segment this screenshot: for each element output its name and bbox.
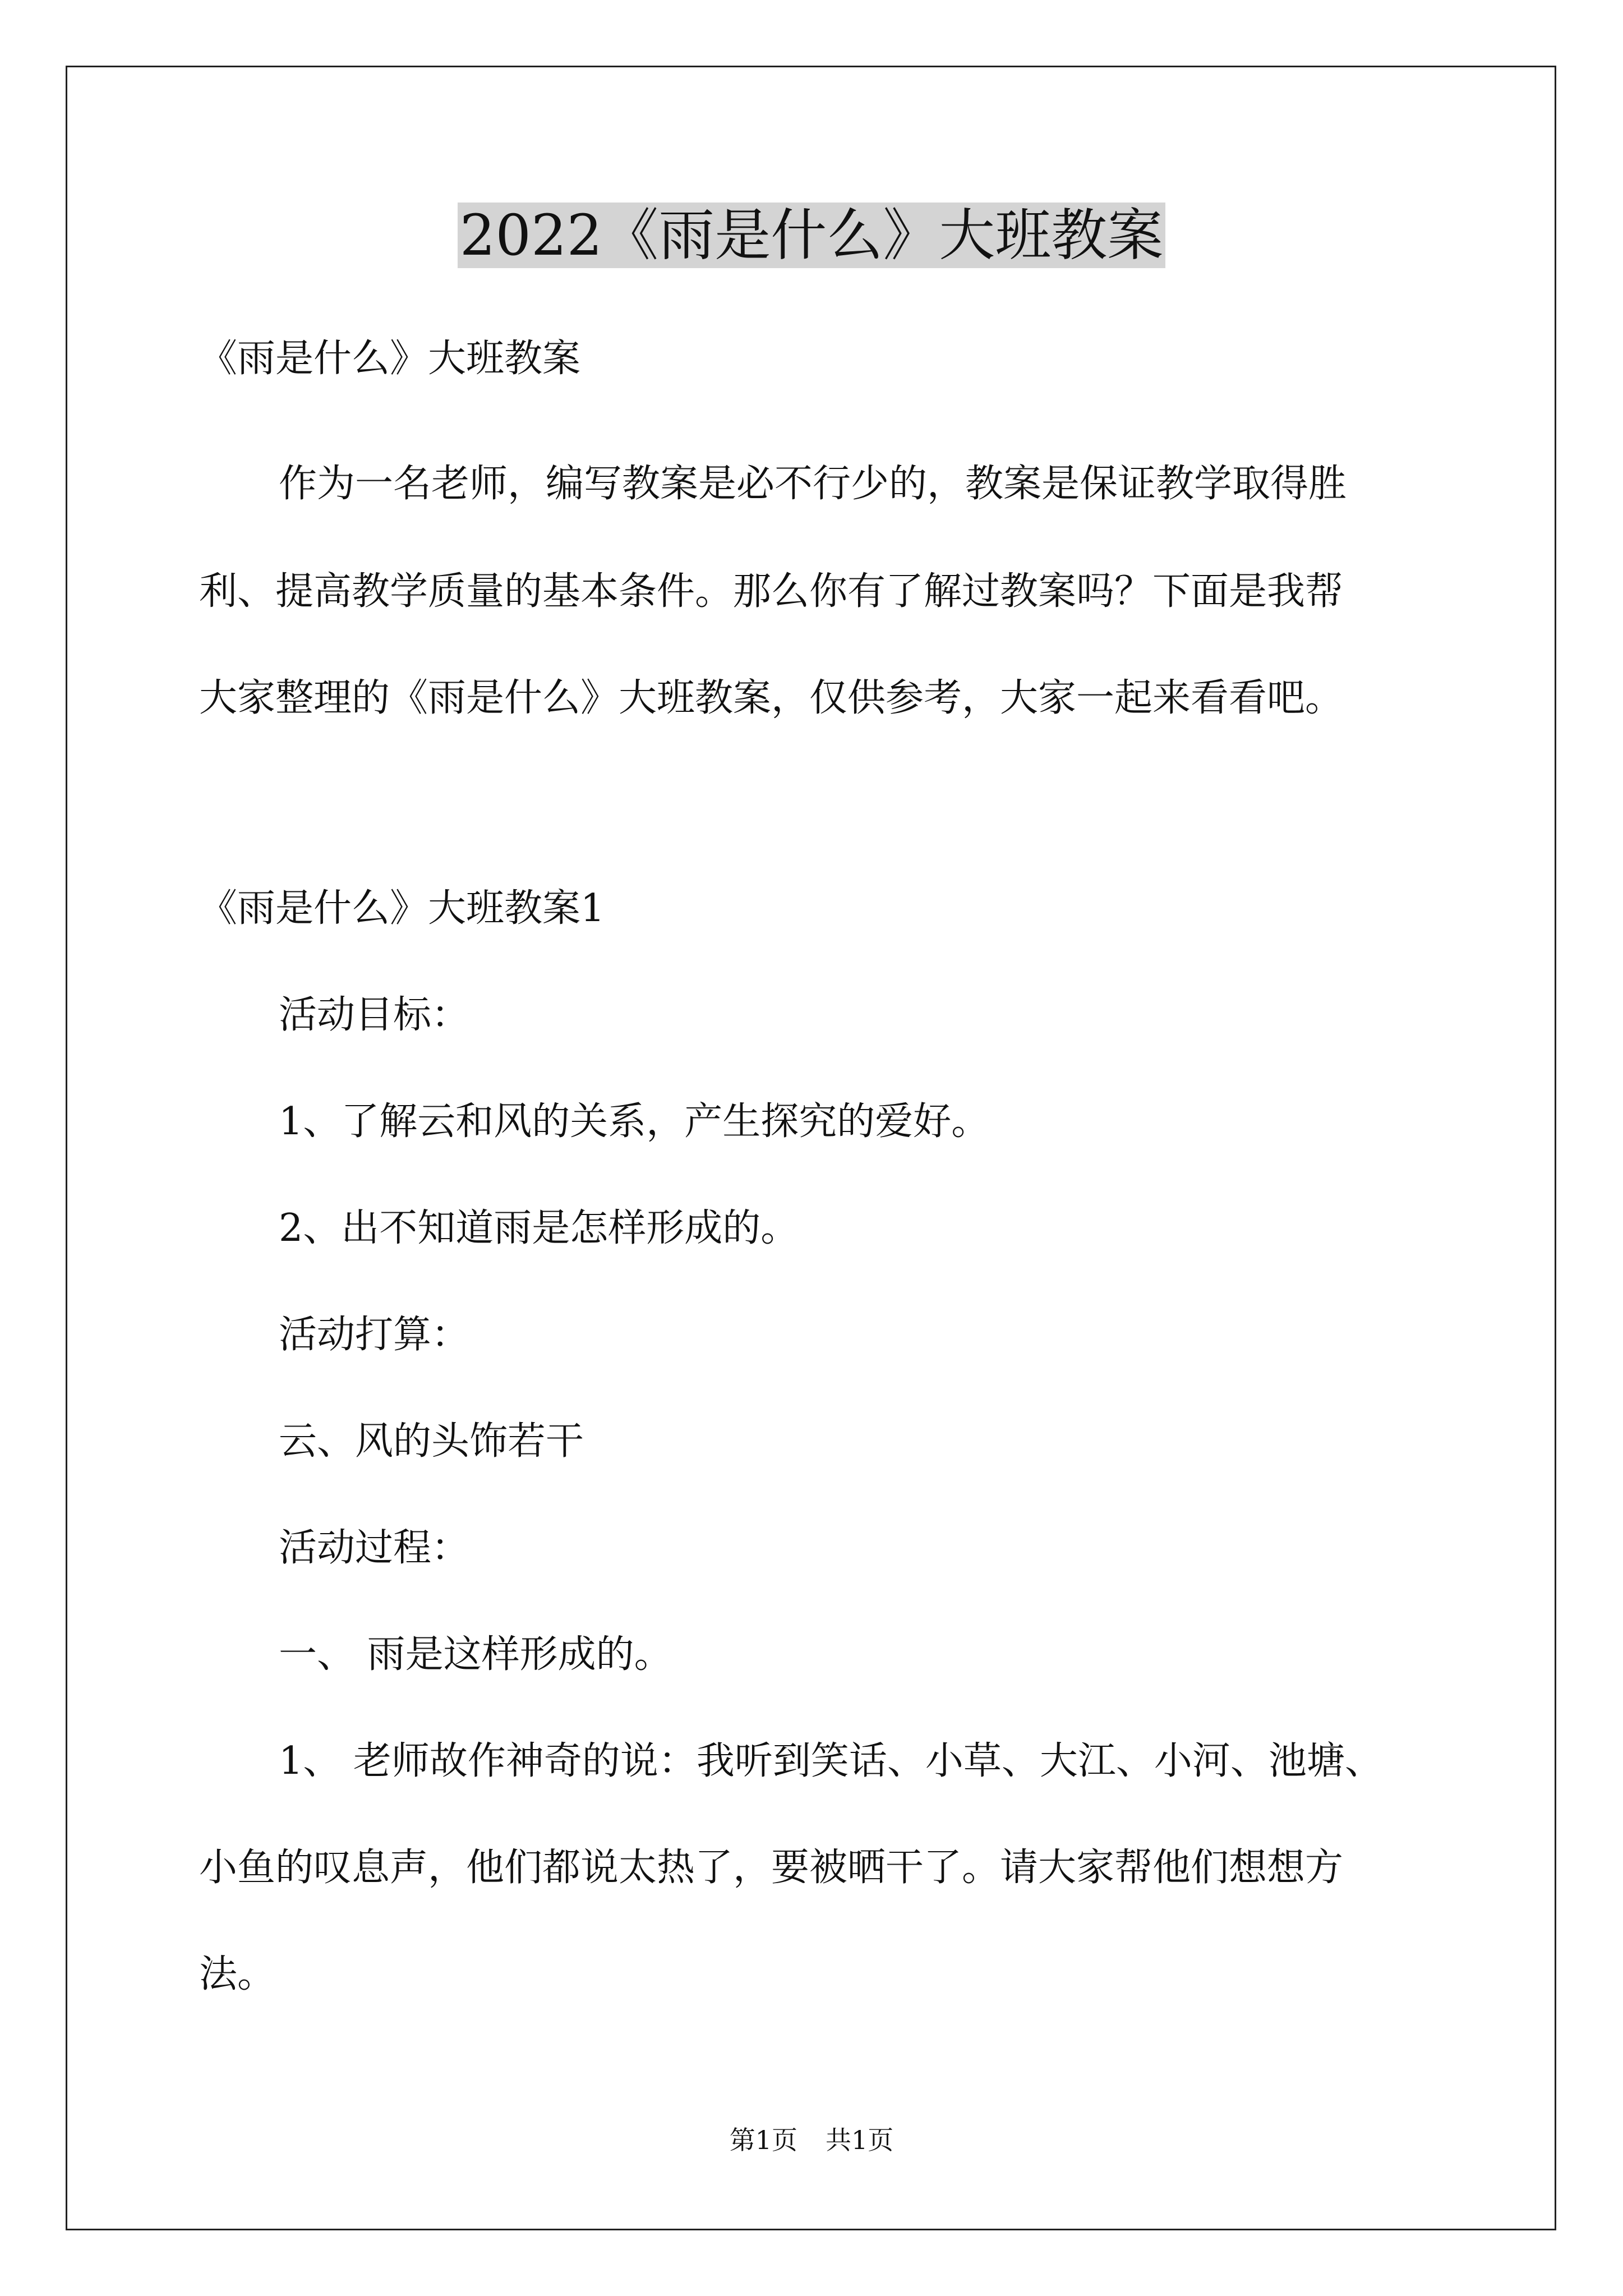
page-footer: [0, 2123, 1623, 2157]
paragraph-line: 活动目标：: [279, 993, 470, 1037]
paragraph-line: 云、风的头饰若干: [279, 1419, 584, 1464]
paragraph-line: 法。: [199, 1952, 276, 1996]
paragraph-line: 作为一名老师，编写教案是必不行少的，教案是保证教学取得胜: [279, 462, 1347, 506]
document-title: [0, 199, 1623, 272]
paragraph-line: 1、 老师故作神奇的说：我听到笑话、小草、大江、小河、池塘、: [279, 1739, 1383, 1783]
paragraph-line: 利、提高教学质量的基本条件。那么你有了解过教案吗？下面是我帮: [199, 569, 1344, 614]
paragraph-line: 活动过程：: [279, 1526, 470, 1570]
page-number-total: 共1页: [826, 2125, 894, 2155]
subtitle-line: 《雨是什么》大班教案: [199, 337, 581, 381]
paragraph-line: 小鱼的叹息声，他们都说太热了，要被晒干了。请大家帮他们想想方: [199, 1846, 1344, 1890]
paragraph-line: 活动打算：: [279, 1313, 470, 1357]
section-heading: 《雨是什么》大班教案1: [199, 886, 605, 931]
document-title-text: 2022《雨是什么》大班教案: [458, 203, 1166, 268]
paragraph-line: 1、了解云和风的关系，产生探究的爱好。: [279, 1099, 990, 1144]
paragraph-line: 2、出不知道雨是怎样形成的。: [279, 1206, 799, 1250]
paragraph-line: 一、 雨是这样形成的。: [279, 1632, 672, 1677]
paragraph-line: 大家整理的《雨是什么》大班教案，仅供参考，大家一起来看看吧。: [199, 676, 1344, 720]
page-number-current: 第1页: [729, 2125, 797, 2155]
